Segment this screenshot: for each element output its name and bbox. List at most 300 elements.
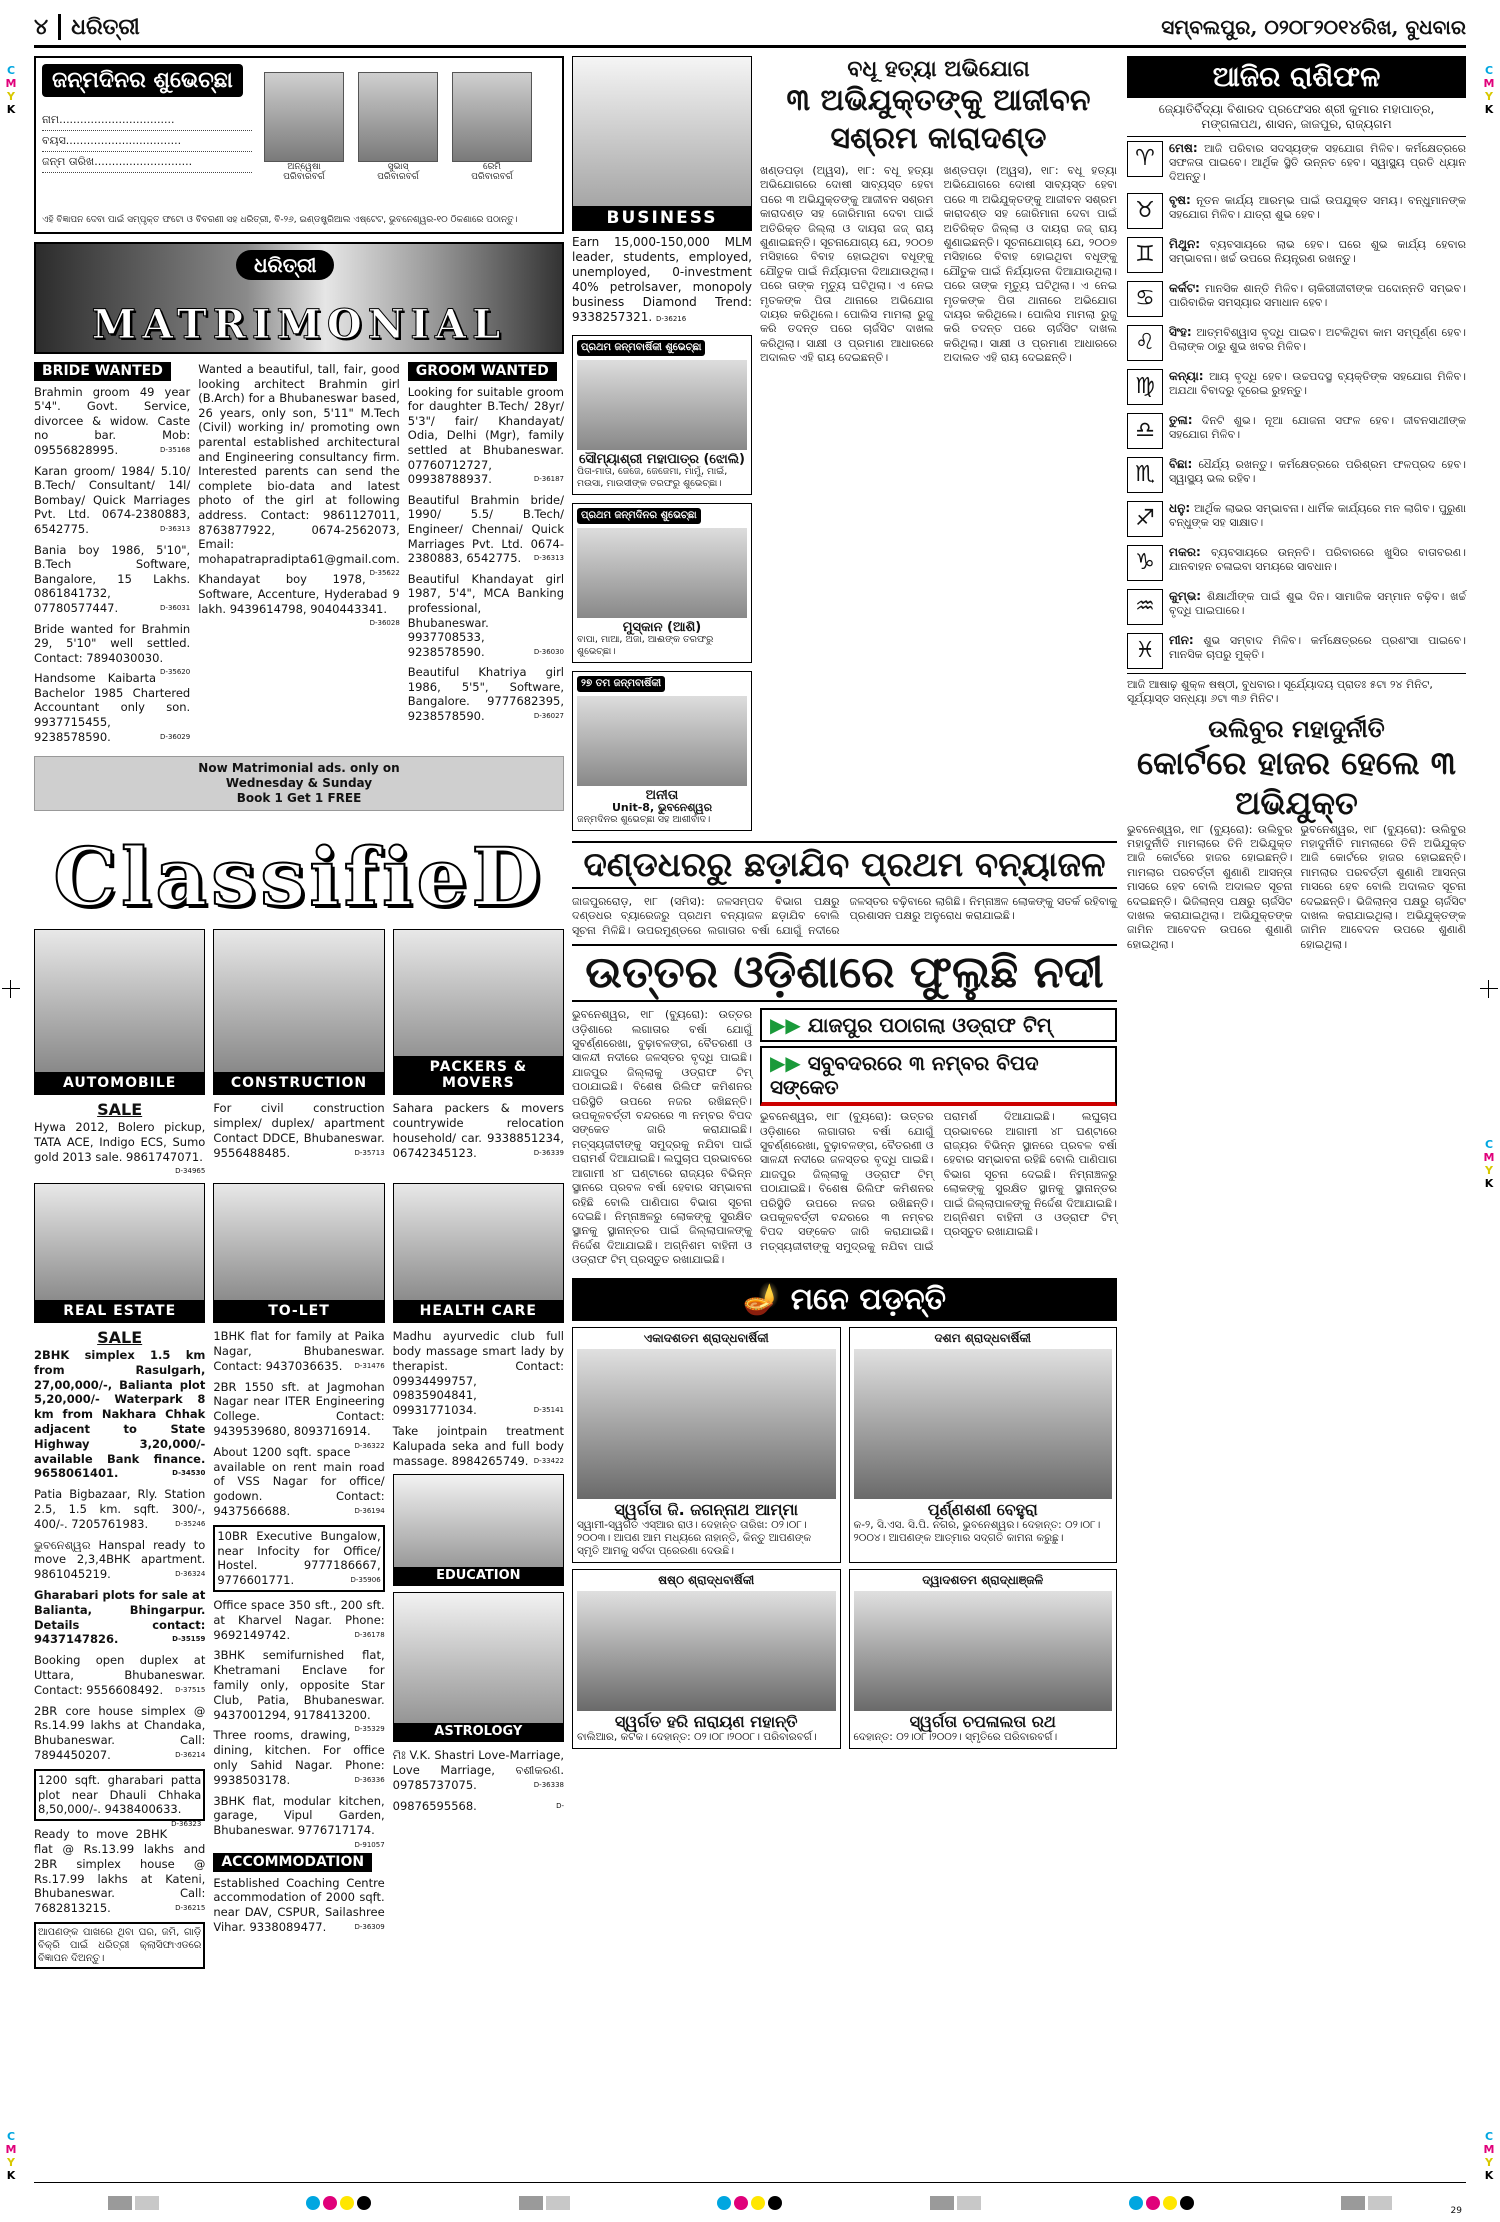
ad-text: Bride wanted for Brahmin 29, 5'10" well settled. Contact: 7894030030. <box>34 621 191 665</box>
business-and-wishes <box>572 56 752 831</box>
ad-code: D-36187 <box>533 475 565 484</box>
rashi-item <box>1127 409 1466 453</box>
story4-text: ଭୁବନେଶ୍ୱର, ୧ା୮ (ବ୍ୟୁରୋ): ଉଲିବୁର ମହାଦୁର୍ନୀତି ମାମଲାରେ ତିନି ଅଭିଯୁକ୍ତ ଆଜି କୋର୍ଟରେ ହାଜର ହୋଇଛନ୍ତି। ମାମଲାର ପରବର୍ତ୍ତୀ ଶୁଣାଣି ଆସନ୍ତା ମାସରେ ହେବ ବୋଲି ଅଦାଲତ ସୂଚନା ଦେଇଛନ୍ତି। ଭିଜିଲାନ୍ସ ପକ୍ଷରୁ ଚାର୍ଜସିଟ ଦାଖଲ କରାଯାଇଥିଲା। ଅଭିଯୁକ୍ତଙ୍କ ଜାମିନ ଆବେଦନ ଉପରେ ଶୁଣାଣି ହୋଇଥିଲା। <box>1127 822 1293 951</box>
woman-photo-image <box>854 1349 1113 1499</box>
middle-top-section <box>572 56 1117 831</box>
story1-text-continued: ଖଣ୍ଡପଡ଼ା (ଅ୍ୱସ), ୧ା୮: ବଧୂ ହତ୍ୟା ଅଭିଯୋଗରେ ଦୋଷୀ ସାବ୍ୟସ୍ତ ହେବା ପରେ ୩ ଅଭିଯୁକ୍ତଙ୍କୁ ଆଜୀବନ ସଶ୍ରମ କାରାଦଣ୍ଡ ସହ ଜୋରିମାନା ଦେବା ପାଇଁ ଅତିରିକ୍ତ ଜିଲ୍ଲା ଓ ଦାୟରା ଜଜ୍ ରାୟ ଶୁଣାଇଛନ୍ତି। ସୂଚନାଯୋଗ୍ୟ ଯେ, ୨୦୦୭ ମସିହାରେ ବିବାହ ହୋଇଥିବା ବଧୂଙ୍କୁ ଯୌତୁକ ପାଇଁ ନିର୍ଯ୍ୟାତନା ଦିଆଯାଉଥିଲା। ପରେ ତାଙ୍କ ମୃତ୍ୟୁ ଘଟିଥିଲା। ଏ ନେଇ ମୃତକଙ୍କ ପିତା ଥାନାରେ ଅଭିଯୋଗ ଦାୟର କରିଥିଲେ। ପୋଲିସ ମାମଲା ରୁଜୁ କରି ତଦନ୍ତ ପରେ ଚାର୍ଜସିଟ ଦାଖଲ କରିଥିଲା। ସାକ୍ଷୀ ଓ ପ୍ରମାଣ ଆଧାରରେ ଅଦାଲତ ଏହି ରାୟ ଦେଇଛନ୍ତି। <box>943 164 1117 365</box>
rashi-name: ବିଛା: <box>1169 456 1193 471</box>
memorial-card <box>572 1327 841 1563</box>
classified-ad <box>213 1329 384 1373</box>
story3-headline: ଉତ୍ତର ଓଡ଼ିଶାରେ ଫୁଲୁଛି ନଦୀ <box>572 944 1117 1002</box>
to-let-ads <box>213 1329 384 1975</box>
story2-headline: ଦଣ୍ଡଧରରୁ ଛଡ଼ାଯିବ ପ୍ରଥମ ବନ୍ୟାଜଳ <box>572 841 1117 889</box>
rashi-text-wrap <box>1169 281 1466 317</box>
story4-headline: କୋର୍ଟରେ ହାଜର ହେଲେ ୩ ଅଭିଯୁକ୍ତ <box>1137 743 1456 822</box>
virgo-icon: ♍ <box>1127 369 1163 405</box>
automobile-tile <box>34 929 205 1095</box>
yellow-dot <box>751 2196 765 2210</box>
man-photo-image <box>577 1591 836 1711</box>
ad-code: D-31476 <box>354 1361 385 1370</box>
baby-photo-image <box>452 72 532 162</box>
matrimonial-ad <box>34 385 190 458</box>
matrimonial-ad <box>198 362 400 578</box>
ad-code: D-36215 <box>175 1904 206 1913</box>
ad-text: Brahmin groom 49 year 5'4". Govt. Service, divorcee & widow. Caste no bar. Mob: 09556828995. <box>34 384 191 457</box>
scorpio-icon: ♏ <box>1127 457 1163 493</box>
memorial-text: ସ୍ୱାମୀ-ସ୍ୱର୍ଗତ ଏସ୍ଆର ରାଓ। ଦେହାନ୍ତ ତାରିଖ: ୦୨।୦୮।୨୦୦୩। ଆପଣ ଆମ ମଧ୍ୟରେ ନାହାନ୍ତି, କିନ୍ତୁ ଆପଣଙ୍କ ସ୍ମୃତି ଆମକୁ ସର୍ବଦା ପ୍ରେରଣା ଦେଉଛି। <box>577 1518 812 1557</box>
ad-code: D-37515 <box>175 1685 206 1694</box>
ad-code: D-36324 <box>175 1570 206 1579</box>
rashi-item <box>1127 189 1466 233</box>
story2-body <box>572 895 1117 938</box>
accommodation-heading: ACCOMMODATION <box>213 1853 372 1872</box>
rashi-text: ଆଜି ପରିବାର ସଦସ୍ୟଙ୍କ ସହଯୋଗ ମିଳିବ। କର୍ମକ୍ଷେତ୍ରରେ ସଫଳତା ପାଇବେ। ଆର୍ଥିକ ସ୍ଥିତି ଉନ୍ନତ ହେବ। ସ୍ୱାସ୍ଥ୍ୟ ପ୍ରତି ଧ୍ୟାନ ଦିଅନ୍ତୁ। <box>1169 142 1466 184</box>
classified-category-tiles-2 <box>34 1183 564 1323</box>
tile-label: EDUCATION <box>394 1567 563 1586</box>
ad-text: 2BHK simplex 1.5 km from Rasulgarh, 27,00,000/-, Balianta plot 5,20,000/- Waterpark 8 km from Nakhara Chhak adjacent to State Highway 3,20,000/- available Bank finance. 9658061401. <box>34 1348 206 1481</box>
grey-swatch <box>546 2196 570 2210</box>
business-image <box>572 56 752 231</box>
classified-ad <box>34 1653 205 1697</box>
sagittarius-icon: ♐ <box>1127 501 1163 537</box>
to-let-tile <box>213 1183 384 1323</box>
memorial-card-heading: ଏକାଦଶତମ ଶ୍ରାଦ୍ଧବାର୍ଷିକୀ <box>643 1330 769 1345</box>
wish-name: ମୁସ୍କାନ (ଆଶି) <box>622 620 702 635</box>
classified-ad <box>34 1588 205 1647</box>
rashi-name: ମୀନ: <box>1169 632 1194 647</box>
classified-ad <box>34 1538 205 1582</box>
memorial-heading <box>572 1278 1117 1321</box>
ad-code: D-36336 <box>354 1775 385 1784</box>
ad-code: D-91057 <box>354 1840 385 1849</box>
photo-caption: ସୁଭାସ୍ ପରିବାରବର୍ଗ <box>377 162 419 182</box>
ad-text: Earn 15,000-150,000 MLM leader, students, employed, unemployed, 0-investment 40% petrolsaver, monopoly business Diamond Trend: 9338257321. <box>572 235 752 324</box>
grey-swatch <box>1341 2196 1365 2210</box>
photo-caption: ଅନ୍ୱେଷା ପରିବାରବର୍ଗ <box>283 162 325 182</box>
birthday-photo-3 <box>452 72 532 182</box>
rashi-text-wrap <box>1169 545 1466 581</box>
cancer-icon: ♋ <box>1127 281 1163 317</box>
taurus-icon: ♉ <box>1127 193 1163 229</box>
woman-photo-image <box>577 696 747 786</box>
cmyk-dot-group <box>306 2196 371 2210</box>
matrimonial-ad <box>408 572 564 660</box>
classified-ad <box>213 1598 384 1642</box>
ad-text: 10BR Executive Bungalow, near Infocity for Office/ Hostel. 9777186667, 9776601771. <box>217 1528 381 1588</box>
matrimonial-banner <box>34 242 564 354</box>
horoscope-column <box>1127 56 1466 952</box>
business-ad <box>572 235 752 327</box>
matrimonial-notice <box>34 756 564 811</box>
astrology-tile <box>393 1592 564 1742</box>
tile-label: TO-LET <box>214 1300 383 1322</box>
birthday-note: ଏହି ବିଜ୍ଞାପନ ଦେବା ପାଇଁ ସମ୍ପୃକ୍ତ ଫଟୋ ଓ ବିବରଣୀ ସହ ଧରିତ୍ରୀ, ବି-୨୬, ଇଣ୍ଡଷ୍ଟ୍ରିଆଲ ଏଷ୍ଟେଟ, ଭୁବନେଶ୍ୱର-୧୦ ଠିକଣାରେ ପଠାନ୍ତୁ। <box>42 215 518 225</box>
ad-text: Karan groom/ 1984/ 5.10/ B.Tech/ Consultant/ 14l/ Bombay/ Quick Marriages Pvt. Ltd. 0674-2380883, 6542775. <box>34 463 191 536</box>
magenta-dot <box>323 2196 337 2210</box>
wish-tag: ପ୍ରଥମ ଜନ୍ମଦିନର ଶୁଭେଚ୍ଛା <box>577 508 701 524</box>
wish-subtitle: Unit-8, ଭୁବନେଶ୍ୱର <box>611 801 713 814</box>
story3-body-right <box>760 1110 1117 1254</box>
rashi-item <box>1127 629 1466 673</box>
classified-ad <box>213 1728 384 1787</box>
ad-text: 3BHK flat, modular kitchen, garage, Vipul Garden, Bhubaneswar. 9776717174. <box>213 1793 385 1838</box>
cyan-dot <box>717 2196 731 2210</box>
grey-swatch <box>108 2196 132 2210</box>
story4-text-continued: ଭୁବନେଶ୍ୱର, ୧ା୮ (ବ୍ୟୁରୋ): ଉଲିବୁର ମହାଦୁର୍ନୀତି ମାମଲାରେ ତିନି ଅଭିଯୁକ୍ତ ଆଜି କୋର୍ଟରେ ହାଜର ହୋଇଛନ୍ତି। ମାମଲାର ପରବର୍ତ୍ତୀ ଶୁଣାଣି ଆସନ୍ତା ମାସରେ ହେବ ବୋଲି ଅଦାଲତ ସୂଚନା ଦେଇଛନ୍ତି। ଭିଜିଲାନ୍ସ ପକ୍ଷରୁ ଚାର୍ଜସିଟ ଦାଖଲ କରାଯାଇଥିଲା। ଅଭିଯୁକ୍ତଙ୍କ ଜାମିନ ଆବେଦନ ଉପରେ ଶୁଣାଣି ହୋଇଥିଲା। <box>1300 822 1466 951</box>
right-print-margin <box>1478 0 1500 2222</box>
matrimonial-ad <box>34 543 190 616</box>
ad-text: Madhu ayurvedic club full body massage smart lady by therapist. Contact: 09934499757, 09835904841, 09931771034. <box>392 1329 564 1418</box>
matrimonial-ad <box>408 385 564 487</box>
memorial-card-heading: ଷଷ୍ଠ ଶ୍ରାଦ୍ଧବାର୍ଷିକୀ <box>658 1572 755 1587</box>
double-arrow-icon: ▶▶ <box>770 1013 801 1038</box>
ad-code: D-36313 <box>160 524 191 533</box>
matrimonial-ad <box>34 464 190 537</box>
wish-card-1 <box>572 335 752 495</box>
rashi-text: ବ୍ୟବସାୟରେ ଲାଭ ହେବ। ଘରେ ଶୁଭ କାର୍ଯ୍ୟ ହେବାର ସମ୍ଭାବନା। ଖର୍ଚ୍ଚ ଉପରେ ନିୟନ୍ତ୍ରଣ ରଖନ୍ତୁ। <box>1169 237 1466 265</box>
classified-ad <box>393 1101 564 1160</box>
cmyk-dot-group <box>717 2196 782 2210</box>
photo-caption: ରେମି ପରିବାରବର୍ଗ <box>471 162 513 182</box>
memorial-card <box>572 1569 841 1749</box>
ad-code: D-35141 <box>533 1406 564 1415</box>
rashi-text: ଆର୍ଥିକ ଲାଭର ସମ୍ଭାବନା। ଧାର୍ମିକ କାର୍ଯ୍ୟରେ ମନ ଲାଗିବ। ପୁରୁଣା ବନ୍ଧୁଙ୍କ ସହ ସାକ୍ଷାତ। <box>1169 501 1467 529</box>
classified-ad <box>34 1120 206 1176</box>
birthday-heading: ଜନ୍ମଦିନର ଶୁଭେଚ୍ଛା <box>42 64 243 97</box>
bride-wanted-heading: BRIDE WANTED <box>34 362 171 381</box>
grey-swatch-group <box>519 2196 570 2210</box>
ad-text: Bania boy 1986, 5'10", B.Tech Software, Bangalore, 15 Lakhs. 0861841732, 07780577447. <box>34 542 191 615</box>
rashi-item <box>1127 365 1466 409</box>
ad-text: 1200 sqft. gharabari patta plot near Dhauli Chhaka 8,50,000/-. 9438400633. <box>38 1772 202 1817</box>
classified-ad <box>213 1525 384 1592</box>
packers-ads <box>393 1101 564 1179</box>
memorial-heading-text: ମନେ ପଡ଼ନ୍ତି <box>790 1281 947 1317</box>
ad-code: D-36322 <box>354 1441 385 1450</box>
ad-text: Khandayat boy 1978, Software, Accenture, Hyderabad 9 lakh. 9439614798, 9040443341. <box>198 572 400 616</box>
ad-code: D-36028 <box>369 619 400 628</box>
rashi-item <box>1127 137 1466 189</box>
grey-swatch <box>957 2196 981 2210</box>
subhead-text: ସବୁବଦରରେ ୩ ନମ୍ବର ବିପଦ ସଙ୍କେତ <box>770 1051 1039 1100</box>
cmyk-marker-top-left: C M Y K <box>5 64 17 116</box>
yellow-dot <box>340 2196 354 2210</box>
ad-code: D-34965 <box>175 1167 206 1176</box>
notice-line-3: Book 1 Get 1 FREE <box>236 791 362 806</box>
rashi-text-wrap <box>1169 141 1466 185</box>
print-color-bar <box>34 2182 1466 2222</box>
ad-code: D-35713 <box>354 1148 385 1157</box>
sale-label: SALE <box>97 1328 143 1348</box>
rashi-text-wrap <box>1169 457 1466 493</box>
story1-headline: ୩ ଅଭିଯୁକ୍ତଙ୍କୁ ଆଜୀବନ ସଶ୍ରମ କାରାଦଣ୍ଡ <box>786 83 1091 156</box>
classified-ad <box>34 1827 205 1916</box>
classifieds-column <box>34 56 564 1975</box>
story1-body <box>760 164 1117 370</box>
gemini-icon: ♊ <box>1127 237 1163 273</box>
wish-text: ବାପା, ମାଆ, ଅଜା, ଆଈଙ୍କ ତରଫରୁ ଶୁଭେଚ୍ଛା। <box>577 634 714 657</box>
cyan-dot <box>306 2196 320 2210</box>
rashi-text-wrap <box>1169 193 1466 229</box>
matrimonial-title: MATRIMONIAL <box>91 301 507 348</box>
wish-card-3 <box>572 671 752 831</box>
left-print-margin <box>0 0 22 2222</box>
wish-text: ପିତା-ମାତା, ଜେଜେ, ଜେଜେମା, ମାମୁଁ, ମାଇଁ, ମଉସା, ମାଉସୀଙ୍କ ତରଫରୁ ଶୁଭେଚ୍ଛା। <box>577 466 728 489</box>
rashi-text-wrap <box>1169 633 1466 669</box>
paper-name: ଧରିତ୍ରୀ <box>71 13 140 40</box>
classified-ad <box>213 1793 385 1849</box>
cmyk-marker-bottom-right: C M Y K <box>1483 2130 1495 2182</box>
ad-code: D-36027 <box>533 712 565 721</box>
child-photo-image <box>264 72 344 162</box>
ad-code: D-36214 <box>175 1750 206 1759</box>
construction-tile <box>213 929 384 1095</box>
birthday-field-name: ନାମ................................. <box>42 110 252 131</box>
rashi-text: ଆତ୍ମବିଶ୍ୱାସ ବୃଦ୍ଧି ପାଇବ। ଅଟକିଥିବା କାମ ସମ୍ପୂର୍ଣ୍ଣ ହେବ। ପିଲାଙ୍କ ଠାରୁ ଶୁଭ ଖବର ମିଳିବ। <box>1169 325 1466 353</box>
ad-code: D-35622 <box>369 569 400 578</box>
cmyk-dot-group <box>1129 2196 1194 2210</box>
wish-name: ଅନୀତା <box>645 788 679 803</box>
wish-card-2 <box>572 503 752 663</box>
memorial-name: ସ୍ୱର୍ଗତ ହରି ନାରାୟଣ ମହାନ୍ତି <box>614 1711 798 1731</box>
rashi-text: ବ୍ୟବସାୟରେ ଉନ୍ନତି। ପରିବାରରେ ଖୁସିର ବାତାବରଣ। ଯାନବାହନ ଚଳାଇବା ସମୟରେ ସାବଧାନ। <box>1169 545 1466 573</box>
elderly-woman-photo-image <box>577 1349 836 1499</box>
panjika-note: ଆଜି ଆଷାଢ଼ ଶୁକ୍ଳ ଷଷ୍ଠୀ, ବୁଧବାର। ସୂର୍ଯ୍ୟୋଦୟ ପ୍ରାତଃ ୫ଟା ୨୪ ମିନିଟ, ସୂର୍ଯ୍ୟାସ୍ତ ସନ୍ଧ୍ୟା ୬ଟା ୩୬ ମିନିଟ। <box>1127 673 1466 706</box>
rashi-name: ମେଷ: <box>1169 141 1198 155</box>
memorial-name: ପୂର୍ଣ୍ଣଶଶୀ ବେହୁରା <box>927 1499 1038 1519</box>
rashifal-list <box>1127 137 1466 673</box>
rashi-text: ଦିନଟି ଶୁଭ। ନୂଆ ଯୋଜନା ସଫଳ ହେବ। ଜୀବନସାଥୀଙ୍କ ସହଯୋଗ ମିଳିବ। <box>1169 413 1466 441</box>
rashi-item <box>1127 585 1466 629</box>
classified-title: ClassifieD <box>53 830 545 925</box>
wish-tag: ପ୍ରଥମ ଜନ୍ମବାର୍ଷିକୀ ଶୁଭେଚ୍ଛା <box>577 340 705 356</box>
ad-code: D-36313 <box>533 554 565 563</box>
memorial-card <box>849 1569 1118 1749</box>
classified-ad <box>393 1424 564 1468</box>
rashi-name: କର୍କଟ: <box>1169 280 1200 295</box>
ad-text: Gharabari plots for sale at Balianta, Bhingarpur. Details contact: 9437147826. <box>34 1587 206 1647</box>
ad-text: 1BHK flat for family at Paika Nagar, Bhubaneswar. Contact: 9437036635. <box>213 1329 385 1373</box>
groom-wanted-heading: GROOM WANTED <box>408 362 557 381</box>
rashi-text-wrap <box>1169 501 1466 537</box>
memorial-text: ଦେହାନ୍ତ: ୦୨।୦୮।୨୦୦୨। ସ୍ମୃତିରେ ପରିବାରବର୍ଗ। <box>853 1730 1058 1743</box>
grey-swatch-group <box>1341 2196 1392 2210</box>
ad-text: Beautiful Khandayat girl 1987, 5'4", MCA Banking professional, Bhubaneswar. 9937708533, 9238578590. <box>407 571 565 659</box>
memorial-name: ସ୍ୱର୍ଗତା ଚପଳାଲତା ରଥ <box>909 1711 1056 1731</box>
matrimonial-middle-column <box>198 362 400 750</box>
ad-code: D-36030 <box>533 647 565 656</box>
rashi-name: ମିଥୁନ: <box>1169 236 1201 251</box>
rashi-item <box>1127 321 1466 365</box>
aquarius-icon: ♒ <box>1127 589 1163 625</box>
ad-code: D-35246 <box>175 1519 206 1528</box>
ad-text: Looking for suitable groom for daughter B.Tech/ 28yr/ 5'3"/ fair/ Khandayat/ Odia, Delhi (Mgr), family settled at Bhubaneswar. 07760712727, 09938788937. <box>407 384 565 487</box>
tile-label: HEALTH CARE <box>394 1300 563 1322</box>
birthday-form-box <box>34 56 564 234</box>
story-dowry-death <box>760 56 1117 831</box>
ad-text: Take jointpain treatment Kalupada seka and full body massage. 8984265749. <box>392 1424 564 1468</box>
ad-text: About 1200 sqft. space available on rent main road of VSS Nagar for office/ godown. Contact: 9437566688. <box>213 1444 385 1518</box>
libra-icon: ♎ <box>1127 413 1163 449</box>
ad-text: ମିଃ V.K. Shastri Love-Marriage, Love Marriage, ବଶୀକରଣ. 09785737075. <box>392 1748 564 1792</box>
rashi-text: ଆୟ ବୃଦ୍ଧି ହେବ। ଉଚ୍ଚପଦସ୍ଥ ବ୍ୟକ୍ତିଙ୍କ ସହଯୋଗ ମିଳିବ। ଅଯଥା ବିବାଦରୁ ଦୂରେଇ ରୁହନ୍ତୁ। <box>1169 369 1466 397</box>
ad-code: D- <box>556 1801 564 1810</box>
classified-ad <box>213 1876 384 1935</box>
tile-label: ASTROLOGY <box>394 1723 563 1742</box>
wish-tag: ୨୭ ତମ ଜନ୍ମବାର୍ଷିକୀ <box>577 676 665 692</box>
ad-code: D-36029 <box>160 732 191 741</box>
ad-code: D-36031 <box>160 603 191 612</box>
real-estate-tile <box>34 1183 205 1323</box>
memorial-grid-row-1 <box>572 1327 1117 1563</box>
ad-code: D-34530 <box>172 1469 206 1478</box>
rashifal-astrologer: ଜ୍ୟୋତିର୍ବିଦ୍ୟା ବିଶାରଦ ପ୍ରଫେସର ଶ୍ରୀ କୁମାର ମହାପାତ୍ର, ମଙ୍ଗଳାପଥ, ଶାସନ, ଜାଜପୁର, ରାଜ୍ୟଗମ <box>1127 98 1466 137</box>
ad-text: 2BR 1550 sft. at Jagmohan Nagar near ITER Engineering College. Contact: 9439539680, 8093716914. <box>213 1379 385 1439</box>
rashi-name: କୁମ୍ଭ: <box>1169 588 1202 603</box>
rashi-item <box>1127 497 1466 541</box>
story3-layout <box>572 1008 1117 1271</box>
ad-text: Established Coaching Centre accommodation of 2000 sqft. near DAV, CSPUR, Sailashree Vihar. 9338089477. <box>213 1875 385 1934</box>
tile-label: AUTOMOBILE <box>35 1072 204 1094</box>
sale-label: SALE <box>97 1100 143 1120</box>
matrimonial-ad <box>34 621 191 677</box>
memorial-text: କ-୨, ସି.ଏସ. ସି.ପି. ନଗର, ଭୁବନେଶ୍ୱର। ଦେହାନ୍ତ: ୦୨।୦୮।୨୦୦୪। ଆପଣଙ୍କ ଆତ୍ମାର ସଦ୍ଗତି କାମନା କରୁଛୁ। <box>853 1518 1101 1544</box>
construction-ads <box>213 1101 384 1179</box>
ad-text: 2BR core house simplex @ Rs.14.99 lakhs at Chandaka, Bhubaneswar. Call: 7894450207. <box>34 1703 206 1762</box>
ad-code: D-36309 <box>354 1922 385 1931</box>
birthday-fields <box>42 110 252 173</box>
business-label: BUSINESS <box>573 206 751 230</box>
rashi-text-wrap <box>1169 325 1466 361</box>
story3-text: ଭୁବନେଶ୍ୱର, ୧ା୮ (ବ୍ୟୁରୋ): ଉତ୍ତର ଓଡ଼ିଶାରେ ଲଗାତାର ବର୍ଷା ଯୋଗୁଁ ସୁବର୍ଣ୍ଣରେଖା, ବୁଢ଼ାବଳଙ୍ଗ, ବୈତରଣୀ ଓ ସାଳନ୍ଦୀ ନଦୀରେ ଜଳସ୍ତର ବୃଦ୍ଧି ପାଇଛି। ଯାଜପୁର ଜିଲ୍ଲାକୁ ଓଡ୍ରାଫ ଟିମ୍ ପଠାଯାଇଛି। ବିଶେଷ ରିଲିଫ କମିଶନର ପରିସ୍ଥିତି ଉପରେ ନଜର ରଖିଛନ୍ତି। ଉପକୂଳବର୍ତ୍ତୀ ବନ୍ଦରରେ ୩ ନମ୍ବର ବିପଦ ସଙ୍କେତ ଜାରି କରାଯାଇଛି। ମତ୍ସ୍ୟଜୀବୀଙ୍କୁ ସମୁଦ୍ରକୁ ନଯିବା ପାଇଁ ପରାମର୍ଶ ଦିଆଯାଇଛି। ଲଘୁଚାପ ପ୍ରଭାବରେ ଆଗାମୀ ୪୮ ଘଣ୍ଟାରେ ରାଜ୍ୟର ବିଭିନ୍ନ ସ୍ଥାନରେ ପ୍ରବଳ ବର୍ଷା ହେବାର ସମ୍ଭାବନା ରହିଛି ବୋଲି ପାଣିପାଗ ବିଭାଗ ସୂଚନା ଦେଇଛି। ନିମ୍ନାଞ୍ଚଳରୁ ଲୋକଙ୍କୁ ସୁରକ୍ଷିତ ସ୍ଥାନକୁ ସ୍ଥାନାନ୍ତର ପାଇଁ ଜିଲ୍ଲାପାଳଙ୍କୁ ନିର୍ଦ୍ଦେଶ ଦିଆଯାଇଛି। ଅଗ୍ନିଶମ ବାହିନୀ ଓ ଓଡ୍ରାଫ ଟିମ୍ ପ୍ରସ୍ତୁତ ରଖାଯାଇଛି। <box>572 1008 752 1267</box>
rashi-item <box>1127 277 1466 321</box>
capricorn-icon: ♑ <box>1127 545 1163 581</box>
story3-body-left <box>572 1008 752 1271</box>
rashi-name: କନ୍ୟା: <box>1169 368 1204 383</box>
story4-kicker: ଉଲିବୁର ମହାଦୁର୍ନୀତି <box>1208 713 1385 743</box>
matrimonial-ads <box>34 362 564 750</box>
ad-code: D-36339 <box>533 1148 564 1157</box>
rashifal-heading: ଆଜିର ରାଶିଫଳ <box>1127 56 1466 98</box>
grey-swatch <box>135 2196 159 2210</box>
rashi-name: ସିଂହ: <box>1169 324 1192 339</box>
bride-wanted-column <box>34 362 190 750</box>
ad-text: ଭୁବନେଶ୍ୱର Hanspal ready to move 2,3,4BHK apartment. 9861045219. <box>34 1537 206 1582</box>
story3-subhead-2 <box>760 1046 1117 1106</box>
black-dot <box>357 2196 371 2210</box>
birthday-photos <box>264 72 532 182</box>
grey-swatch-group <box>930 2196 981 2210</box>
registration-mark-right <box>1480 980 1498 998</box>
yellow-dot <box>1163 2196 1177 2210</box>
health-care-tile <box>393 1183 564 1323</box>
wish-text: ଜନ୍ମଦିନର ଶୁଭେଚ୍ଛା ସହ ଆଶୀର୍ବାଦ। <box>577 814 711 825</box>
rashi-text-wrap <box>1169 589 1466 625</box>
wish-name: ସୌମ୍ୟାଶ୍ରୀ ମହାପାତ୍ର (ଝୋଲି) <box>578 452 745 467</box>
footer-page-number: 29 <box>1450 2206 1462 2216</box>
ad-code: D-33422 <box>533 1456 564 1465</box>
story3-text: ଭୁବନେଶ୍ୱର, ୧ା୮ (ବ୍ୟୁରୋ): ଉତ୍ତର ଓଡ଼ିଶାରେ ଲଗାତାର ବର୍ଷା ଯୋଗୁଁ ସୁବର୍ଣ୍ଣରେଖା, ବୁଢ଼ାବଳଙ୍ଗ, ବୈତରଣୀ ଓ ସାଳନ୍ଦୀ ନଦୀରେ ଜଳସ୍ତର ବୃଦ୍ଧି ପାଇଛି। ଯାଜପୁର ଜିଲ୍ଲାକୁ ଓଡ୍ରାଫ ଟିମ୍ ପଠାଯାଇଛି। ବିଶେଷ ରିଲିଫ କମିଶନର ପରିସ୍ଥିତି ଉପରେ ନଜର ରଖିଛନ୍ତି। ଉପକୂଳବର୍ତ୍ତୀ ବନ୍ଦରରେ ୩ ନମ୍ବର ବିପଦ ସଙ୍କେତ ଜାରି କରାଯାଇଛି। ମତ୍ସ୍ୟଜୀବୀଙ୍କୁ ସମୁଦ୍ରକୁ ନଯିବା ପାଇଁ ପରାମର୍ଶ ଦିଆଯାଇଛି। ଲଘୁଚାପ ପ୍ରଭାବରେ ଆଗାମୀ ୪୮ ଘଣ୍ଟାରେ ରାଜ୍ୟର ବିଭିନ୍ନ ସ୍ଥାନରେ ପ୍ରବଳ ବର୍ଷା ହେବାର ସମ୍ଭାବନା ରହିଛି ବୋଲି ପାଣିପାଗ ବିଭାଗ ସୂଚନା ଦେଇଛି। ନିମ୍ନାଞ୍ଚଳରୁ ଲୋକଙ୍କୁ ସୁରକ୍ଷିତ ସ୍ଥାନକୁ ସ୍ଥାନାନ୍ତର ପାଇଁ ଜିଲ୍ଲାପାଳଙ୍କୁ ନିର୍ଦ୍ଦେଶ ଦିଆଯାଇଛି। ଅଗ୍ନିଶମ ବାହିନୀ ଓ ଓଡ୍ରାଫ ଟିମ୍ ପ୍ରସ୍ତୁତ ରଖାଯାଇଛି। <box>760 1110 1117 1253</box>
rashi-text: ନୂତନ କାର୍ଯ୍ୟ ଆରମ୍ଭ ପାଇଁ ଉପଯୁକ୍ତ ସମୟ। ବନ୍ଧୁମାନଙ୍କ ସହଯୋଗ ମିଳିବ। ଯାତ୍ରା ଶୁଭ ହେବ। <box>1169 193 1466 221</box>
birthday-field-date: ଜନ୍ମ ତାରିଖ............................ <box>42 152 252 173</box>
masthead <box>34 8 1466 48</box>
tile-label: PACKERS & MOVERS <box>394 1056 563 1094</box>
rashi-name: ମକର: <box>1169 544 1201 559</box>
ad-code: D-36216 <box>656 315 687 323</box>
memorial-name: ସ୍ୱର୍ଗତା ଜି. ଜଗନ୍ନାଥ ଆମ୍ମା <box>614 1499 799 1519</box>
ad-text: Booking open duplex at Uttara, Bhubaneswar. Contact: 9556608492. <box>34 1653 206 1697</box>
ad-text: Ready to move 2BHK flat @ Rs.13.99 lakhs and 2BR simplex house @ Rs.17.99 lakhs at Kateni, Bhubaneswar. Call: 7682813215. <box>34 1827 206 1916</box>
rashi-text-wrap <box>1169 369 1466 405</box>
rashi-text: ଧୈର୍ଯ୍ୟ ରଖନ୍ତୁ। କର୍ମକ୍ଷେତ୍ରରେ ପରିଶ୍ରମ ଫଳପ୍ରଦ ହେବ। ସ୍ୱାସ୍ଥ୍ୟ ଭଲ ରହିବ। <box>1169 457 1466 485</box>
rashi-name: ତୁଳା: <box>1169 412 1193 427</box>
cmyk-marker-top-right: C M Y K <box>1483 64 1495 116</box>
registration-mark-left <box>2 980 20 998</box>
ad-code: D-35906 <box>350 1576 381 1585</box>
ad-text: Wanted a beautiful, tall, fair, good looking architect Brahmin girl (B.Arch) for a Bhubaneswar based, 26 years, only son, 5'11" M.Tech (Civil) working in/ promoting own parental established architectural and Engineering consultancy firm. Interested parents can send the complete bio-data and latest photo of the girl at following address. Contact: 9861127011, 8763877922, 0674-2562073, Email: mohapatrapradipta61@gmail.com. <box>198 362 400 566</box>
magenta-dot <box>1146 2196 1160 2210</box>
baby-photo-image <box>577 360 747 450</box>
classified-ad <box>34 1769 205 1829</box>
ad-text: 09876595568. <box>392 1798 477 1813</box>
ad-text: Sahara packers & movers countrywide relocation household/ car. 9338851234, 06742345123. <box>392 1101 564 1160</box>
rashi-text-wrap <box>1169 413 1466 449</box>
grey-swatch <box>930 2196 954 2210</box>
masthead-divider <box>58 14 61 40</box>
double-arrow-icon: ▶▶ <box>770 1051 801 1076</box>
memorial-text: ବାଲିଆର, କଟକ। ଦେହାନ୍ତ: ୦୨।୦୮।୨୦୦୮। ପରିବାରବର୍ଗ। <box>577 1730 817 1743</box>
pisces-icon: ♓ <box>1127 633 1163 669</box>
rashi-name: ବୃଷ: <box>1169 192 1191 207</box>
story3-subhead-1 <box>760 1008 1117 1042</box>
rashi-text-wrap <box>1169 237 1466 273</box>
matrimonial-ad <box>34 671 190 744</box>
lamp-icon: 🪔 <box>742 1281 781 1317</box>
page-number: ୪ <box>34 13 49 40</box>
grey-swatch <box>1368 2196 1392 2210</box>
black-dot <box>768 2196 782 2210</box>
rashi-item <box>1127 541 1466 585</box>
rashi-text: ଶିକ୍ଷାର୍ଥୀଙ୍କ ପାଇଁ ଶୁଭ ଦିନ। ସାମାଜିକ ସମ୍ମାନ ବଢ଼ିବ। ଖର୍ଚ୍ଚ ବୃଦ୍ଧି ପାଇପାରେ। <box>1169 589 1467 617</box>
ad-code: D-36178 <box>354 1630 385 1639</box>
ad-text: For civil construction simplex/ duplex/ apartment Contact DDCE, Bhubaneswar. 9556488485. <box>213 1101 385 1160</box>
aries-icon: ♈ <box>1127 141 1163 177</box>
ad-text: Beautiful Khatriya girl 1986, 5'5", Software, Bangalore. 9777682395, 9238578590. <box>407 665 565 724</box>
notice-line-2: Wednesday & Sunday <box>225 776 373 791</box>
grey-swatch <box>519 2196 543 2210</box>
news-column <box>572 56 1117 1749</box>
groom-wanted-column <box>408 362 564 750</box>
classified-ad <box>393 1748 564 1792</box>
classified-ad <box>393 1329 564 1418</box>
ad-code: D-35620 <box>160 668 191 677</box>
ad-code: D-35329 <box>354 1725 385 1734</box>
ad-text: Three rooms, drawing, dining, kitchen. For office only Sahid Nagar. Phone: 9938503178. <box>213 1728 385 1787</box>
ad-text: Office space 350 sft., 200 sft. at Kharvel Nagar. Phone: 9692149742. <box>213 1597 385 1642</box>
classified-ad <box>213 1101 384 1160</box>
ad-text: Beautiful Brahmin bride/ 1990/ 5.5/ B.Tech/ Engineer/ Chennai/ Quick Marriages Pvt. Ltd. 0674-2380883, 6542775. <box>407 492 565 566</box>
masthead-left <box>34 14 140 40</box>
classified-ads-row-1 <box>34 1101 564 1179</box>
rashi-item <box>1127 453 1466 497</box>
elderly-woman-photo-image <box>854 1591 1113 1711</box>
classified-note: ଆପଣଙ୍କ ପାଖରେ ଥିବା ଘର, ଜମି, ଗାଡ଼ି ବିକ୍ରି ପାଇଁ ଧରିତ୍ରୀ କ୍ଲାସିଫାଏଡରେ ବିଜ୍ଞାପନ ଦିଅନ୍ତୁ। <box>34 1922 205 1969</box>
story3-right <box>760 1008 1117 1271</box>
classified-ad <box>213 1379 385 1450</box>
matrimonial-ad <box>408 493 564 566</box>
man-photo-image <box>358 72 438 162</box>
cmyk-marker-bottom-left: C M Y K <box>5 2130 17 2182</box>
